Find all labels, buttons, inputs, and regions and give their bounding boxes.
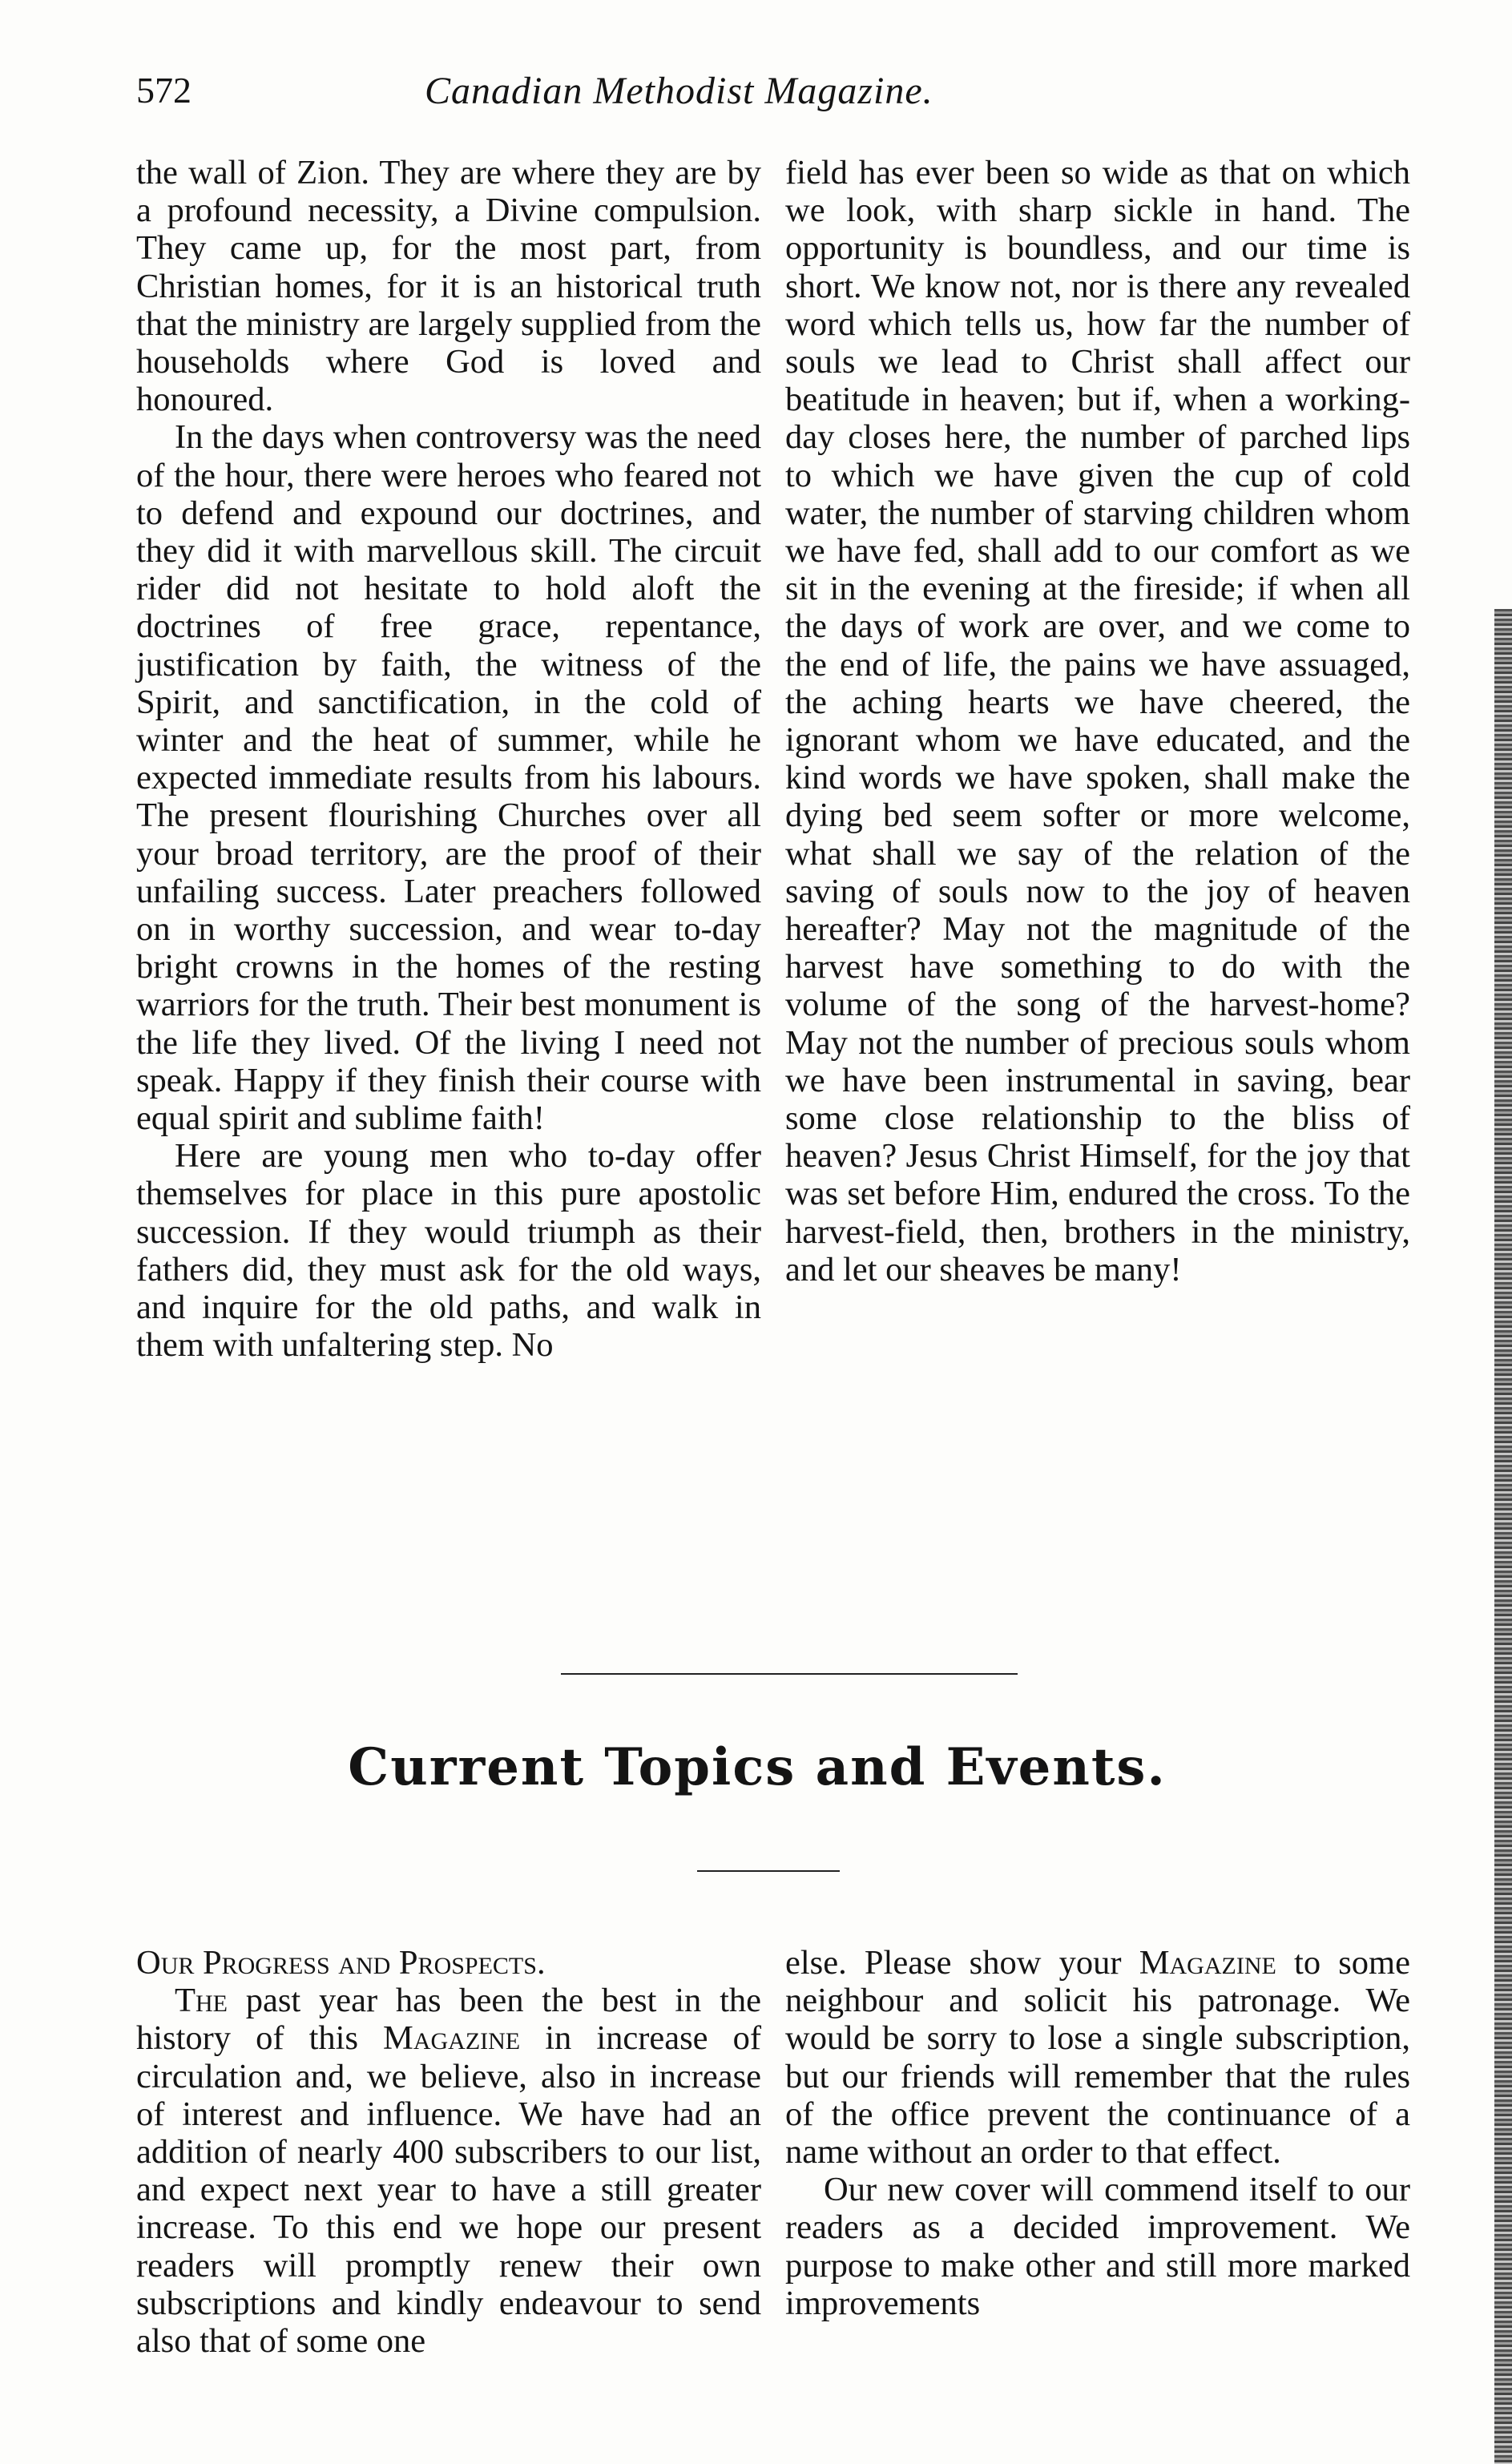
paragraph: Here are young men who to-day offer themselves for place in this pure apostolic succession. If they would triumph as their fathers did, they must ask for the old ways, and inquire for the old paths, and walk in them with unfaltering step. No <box>136 1137 761 1365</box>
magazine-word: Magazine <box>383 2019 521 2058</box>
column-bottom-right <box>785 1944 1410 2322</box>
page-number: 572 <box>136 70 192 111</box>
lead-word: The <box>175 1982 228 2020</box>
text-run: else. Please show your <box>785 1944 1139 1982</box>
column-top-right <box>785 154 1410 1288</box>
text-run: past year has been the best in the history of this <box>136 1982 761 2058</box>
text-run: in increase of circulation and, we believe, also in increase of interest and influence. We have had an addition of nearly 400 subscribers to our list, and expect next year to have a still greater increase. To this end we hope our present readers will promptly renew their own subscriptions and kindly endeavour to send also that of some one <box>136 2019 761 2361</box>
paragraph: field has ever been so wide as that on which we look, with sharp sickle in hand. The opportunity is boundless, and our time is short. We know not, nor is there any revealed word which tells us, how far the number of souls we lead to Christ shall affect our beatitude in heaven; but if, when a working-day closes here, the number of parched lips to which we have given the cup of cold water, the number of starving children whom we have fed, shall add to our comfort as we sit in the evening at the fireside; if when all the days of work are over, and we come to the end of life, the pains we have assuaged, the aching hearts we have cheered, the ignorant whom we have educated, and the kind words we have spoken, shall make the dying bed seem softer or more welcome, what shall we say of the relation of the saving of souls now to the joy of heaven hereafter? May not the magnitude of the harvest have something to do with the volume of the song of the harvest-home? May not the number of precious souls whom we have been instrumental in saving, bear some close relationship to the bliss of heaven? Jesus Christ Himself, for the joy that was set before Him, endured the cross. To the harvest-field, then, brothers in the ministry, and let our sheaves be many! <box>785 154 1410 1288</box>
article-subheading: Our Progress and Prospects. <box>136 1944 546 1982</box>
running-title: Canadian Methodist Magazine. <box>425 70 933 112</box>
paragraph: the wall of Zion. They are where they are by a profound necessity, a Divine compulsion. They came up, for the most part, from Christian homes, for it is an historical truth that the ministry are largely supplied from the households where God is loved and honoured. <box>136 154 761 419</box>
column-top-left <box>136 154 761 1365</box>
magazine-word: Magazine <box>1139 1944 1276 1982</box>
paragraph: In the days when controversy was the need of the hour, there were heroes who feared not to defend and expound our doctrines, and they did it with marvellous skill. The circuit rider did not hesitate to hold aloft the doctrines of free grace, repentance, justification by faith, the witness of the Spirit, and sanctification, in the cold of winter and the heat of summer, while he expected immediate results from his labours. The present flourishing Churches over all your broad territory, are the proof of their unfailing success. Later preachers followed on in worthy succession, and wear to-day bright crowns in the homes of the resting warriors for the truth. Their best monument is the life they lived. Of the living I need not speak. Happy if they finish their course with equal spirit and sublime faith! <box>136 418 761 1138</box>
paragraph <box>785 1944 1410 2171</box>
text-run: to some neighbour and solicit his patronage. We would be sorry to lose a single subscription, but our friends will remember that the rules of the office prevent the continuance of a name without an order to that effect. <box>785 1944 1410 2172</box>
section-divider-bottom <box>697 1870 840 1872</box>
section-divider-top <box>561 1673 1018 1675</box>
paragraph: Our new cover will commend itself to our readers as a decided improvement. We purpose to make other and still more marked improvements <box>785 2171 1410 2322</box>
column-bottom-left <box>136 1944 761 2360</box>
section-heading: Current Topics and Events. <box>348 1737 1167 1797</box>
paragraph <box>136 1982 761 2360</box>
scanned-page-edge <box>1494 609 1512 2464</box>
